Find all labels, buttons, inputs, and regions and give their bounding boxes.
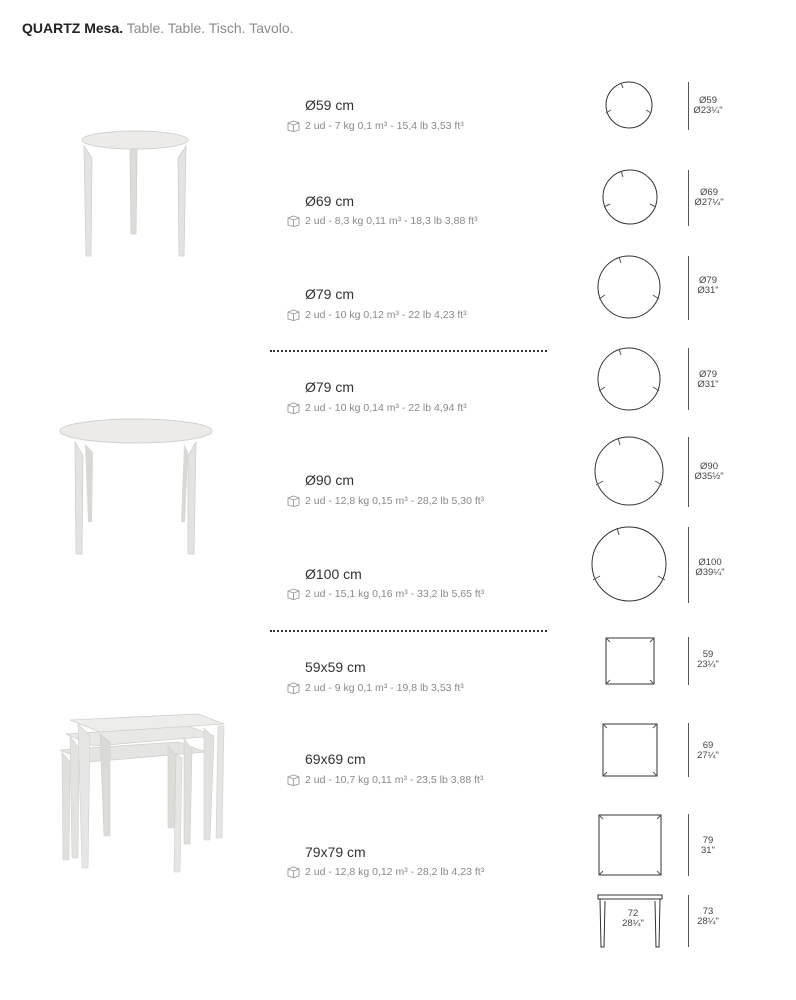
package-spec: 2 ud - 12,8 kg 0,15 m³ - 28,2 lb 5,30 ft³: [287, 495, 484, 507]
dimension-label: 79 31": [701, 835, 715, 856]
package-spec: 2 ud - 10,7 kg 0,11 m³ - 23,5 lb 3,88 ft³: [287, 774, 483, 786]
product-name: QUARTZ Mesa.: [22, 20, 124, 36]
plan-square-69: [600, 721, 660, 779]
plan-square-59: [603, 635, 657, 687]
dimension-label: Ø79 Ø31": [697, 275, 719, 296]
round-table-small-photo: [78, 128, 193, 260]
stacked-square-tables-photo: [48, 708, 228, 878]
package-spec: 2 ud - 12,8 kg 0,12 m³ - 28,2 lb 4,23 ft³: [287, 866, 484, 878]
plan-round-59: [603, 79, 655, 131]
package-spec: 2 ud - 9 kg 0,1 m³ - 19,8 lb 3,53 ft³: [287, 682, 464, 694]
package-spec: 2 ud - 15,1 kg 0,16 m³ - 33,2 lb 5,65 ft³: [287, 588, 484, 600]
height-label: 73 28¼": [697, 906, 719, 927]
box-icon: [287, 495, 300, 507]
package-spec: 2 ud - 10 kg 0,14 m³ - 22 lb 4,94 ft³: [287, 402, 467, 414]
dimension-label: Ø90 Ø35½": [694, 461, 724, 482]
round-table-large-photo: [58, 416, 216, 558]
dimension-label: Ø100 Ø39¼": [695, 557, 725, 578]
dimension-line: [688, 437, 689, 507]
package-spec: 2 ud - 8,3 kg 0,11 m³ - 18,3 lb 3,88 ft³: [287, 215, 478, 227]
box-icon: [287, 309, 300, 321]
dimension-label: 59 23¼": [697, 649, 719, 670]
group-divider: [270, 350, 547, 352]
dimension-label: Ø79 Ø31": [697, 369, 719, 390]
plan-square-79: [596, 812, 664, 878]
group-divider: [270, 630, 547, 632]
width-label: 72 28¼": [622, 908, 644, 929]
dimension-line: [688, 527, 689, 603]
dimension-line: [688, 723, 689, 777]
dimension-line: [688, 895, 689, 947]
box-icon: [287, 588, 300, 600]
package-spec: 2 ud - 10 kg 0,12 m³ - 22 lb 4,23 ft³: [287, 309, 467, 321]
box-icon: [287, 774, 300, 786]
size-label: Ø79 cm: [305, 286, 355, 302]
plan-round-100: [589, 524, 669, 604]
size-label: Ø69 cm: [305, 193, 355, 209]
size-label: Ø100 cm: [305, 566, 362, 582]
product-type-translations: Table. Table. Tisch. Tavolo.: [123, 20, 294, 36]
size-label: 59x59 cm: [305, 659, 366, 675]
box-icon: [287, 215, 300, 227]
plan-round-79-large: [595, 345, 663, 413]
box-icon: [287, 120, 300, 132]
dimension-line: [688, 814, 689, 876]
dimension-label: 69 27¼": [697, 740, 719, 761]
plan-round-79: [595, 253, 663, 321]
plan-round-69: [600, 167, 660, 227]
size-label: Ø79 cm: [305, 379, 355, 395]
package-spec: 2 ud - 7 kg 0,1 m³ - 15,4 lb 3,53 ft³: [287, 120, 464, 132]
dimension-label: Ø69 Ø27¼": [694, 187, 724, 208]
dimension-line: [688, 170, 689, 226]
dimension-line: [688, 256, 689, 320]
size-label: 69x69 cm: [305, 751, 366, 767]
dimension-line: [688, 348, 689, 410]
plan-round-90: [592, 434, 666, 508]
box-icon: [287, 682, 300, 694]
page-title: [22, 20, 294, 36]
size-label: 79x79 cm: [305, 844, 366, 860]
dimension-line: [688, 82, 689, 130]
dimension-label: Ø59 Ø23¼": [693, 95, 723, 116]
size-label: Ø59 cm: [305, 97, 355, 113]
dimension-line: [688, 637, 689, 685]
size-label: Ø90 cm: [305, 472, 355, 488]
box-icon: [287, 402, 300, 414]
box-icon: [287, 866, 300, 878]
